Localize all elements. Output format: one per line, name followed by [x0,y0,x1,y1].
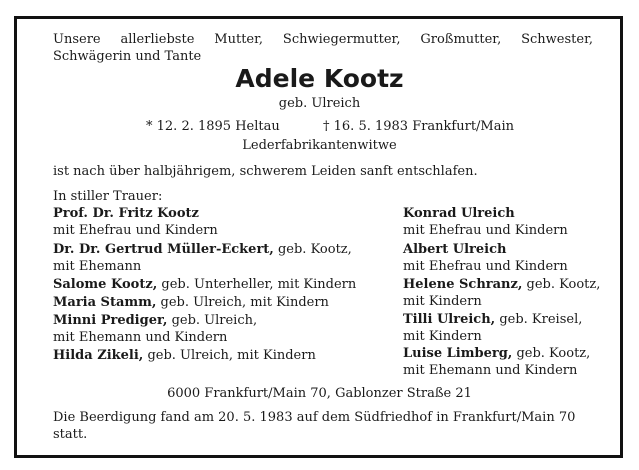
intro-text: Unsere allerliebste Mutter, Schwiegermutter, Großmutter, Schwester, Schwägerin und Tante [53,32,593,64]
mourner-name: Salome Kootz, [53,277,158,292]
funeral-notice: Die Beerdigung fand am 20. 5. 1983 auf dem Südfriedhof in Frankfurt/Main 70 [53,410,576,425]
mourner-detail: geb. Kootz, [516,346,591,361]
mourner-detail: geb. Ulreich, mit Kindern [147,348,316,363]
mourner-detail: mit Ehefrau und Kindern [403,223,568,238]
mourner-name: Maria Stamm, [53,295,157,310]
death-info: † 16. 5. 1983 Frankfurt/Main [323,119,515,134]
mourner-name: Prof. Dr. Fritz Kootz [53,206,199,221]
mourner-detail: mit Ehefrau und Kindern [403,259,568,274]
mourner-name: Hilda Zikeli, [53,348,144,363]
mourner-left-5 [53,312,257,346]
death-statement: ist nach über halbjährigem, schwerem Leiden sanft entschlafen. [53,164,478,179]
occupation: Lederfabrikantenwitwe [242,138,397,153]
address: 6000 Frankfurt/Main 70, Gablonzer Straße 21 [167,386,472,401]
mourner-name: Luise Limberg, [403,346,513,361]
mourner-detail: geb. Kootz, [526,277,601,292]
born-name: geb. Ulreich [278,96,361,111]
mourner-left-3 [53,276,356,293]
mourner-detail: mit Kindern [403,294,482,309]
mourner-left-1 [53,205,218,239]
mourner-detail: geb. Kreisel, [499,312,583,327]
mourner-right-5 [403,345,590,379]
mourner-left-6 [53,347,316,364]
mourner-detail: mit Ehefrau und Kindern [53,223,218,238]
mourner-name: Helene Schranz, [403,277,523,292]
mourner-right-1 [403,205,568,239]
mourner-detail: mit Ehemann und Kindern [403,363,578,378]
mourner-name: Konrad Ulreich [403,206,515,221]
mourner-name: Tilli Ulreich, [403,312,496,327]
mourner-detail: geb. Ulreich, [171,313,258,328]
mourner-name: Dr. Dr. Gertrud Müller-Eckert, [53,242,274,257]
mourner-right-4 [403,311,582,345]
mourner-name: Albert Ulreich [403,242,507,257]
mourner-name: Minni Prediger, [53,313,168,328]
mourner-detail: mit Ehemann [53,259,142,274]
mourner-detail: geb. Ulreich, mit Kindern [160,295,329,310]
mourner-left-4 [53,294,329,311]
mourner-detail: mit Kindern [403,329,482,344]
deceased-name: Adele Kootz [235,64,404,93]
mourner-right-2 [403,241,568,275]
mourner-detail: geb. Kootz, [277,242,352,257]
birth-info: * 12. 2. 1895 Heltau [146,119,280,134]
funeral-notice-end: statt. [53,427,88,442]
mourner-detail: mit Ehemann und Kindern [53,330,228,345]
mourner-detail: geb. Unterheller, mit Kindern [161,277,357,292]
mourner-left-2 [53,241,352,275]
mourning-heading: In stiller Trauer: [53,189,163,204]
mourner-right-3 [403,276,600,310]
